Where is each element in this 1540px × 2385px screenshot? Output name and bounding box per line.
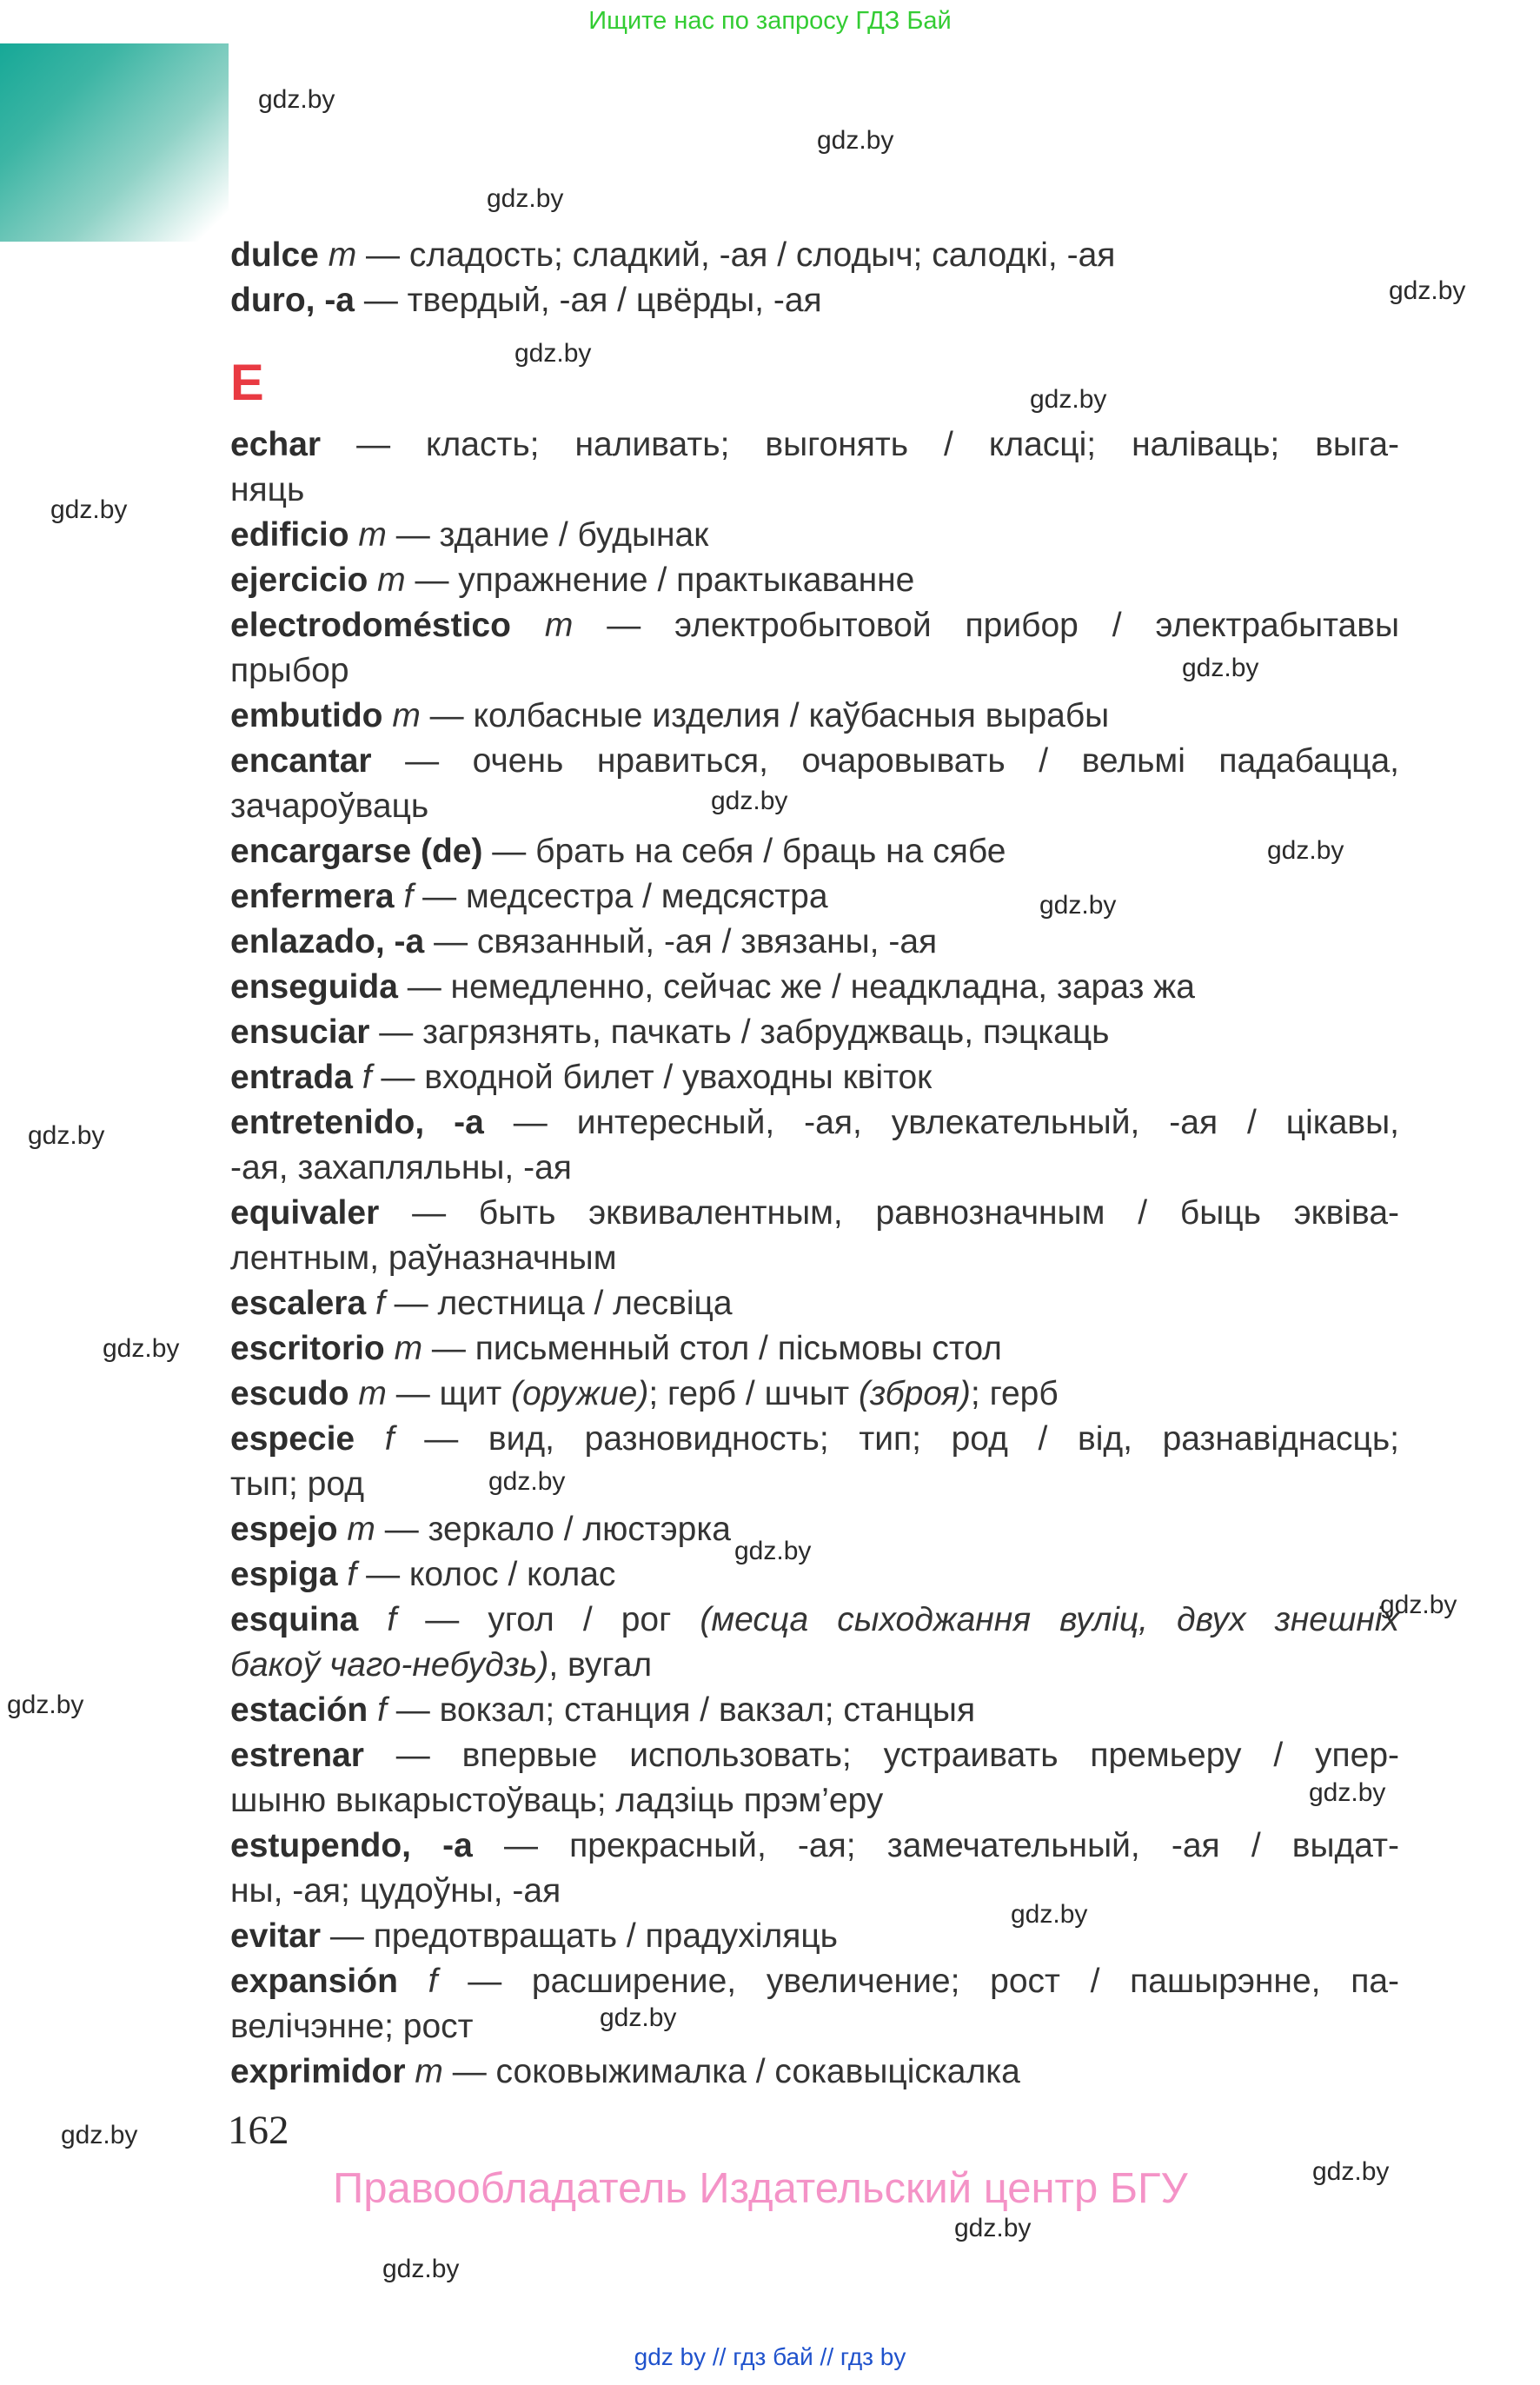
dictionary-entry-line: зачароўваць — [230, 787, 429, 825]
gdzby-watermark: gdz.by — [1039, 891, 1117, 920]
gdzby-watermark: gdz.by — [1309, 1778, 1386, 1807]
gdzby-watermark: gdz.by — [1389, 276, 1466, 305]
gdzby-watermark: gdz.by — [7, 1691, 84, 1719]
dictionary-entry-line: estupendo, -a — прекрасный, -ая; замечательный, -ая / выдат- — [230, 1827, 1399, 1864]
gdzby-watermark: gdz.by — [1011, 1900, 1088, 1929]
dictionary-entry-line: ejercicio m — упражнение / практыкаванне — [230, 561, 915, 599]
gdzby-watermark: gdz.by — [954, 2214, 1032, 2242]
dictionary-entry-line: няць — [230, 471, 305, 508]
gdzby-watermark: gdz.by — [50, 495, 128, 524]
dictionary-entry-line: expansión f — расширение, увеличение; рост / пашырэнне, па- — [230, 1963, 1399, 2000]
promo-banner: Ищите нас по запросу ГДЗ Бай — [588, 7, 952, 35]
dictionary-entry-line: escudo m — щит (оружие); герб / шчыт (зброя); герб — [230, 1375, 1059, 1412]
gdzby-watermark: gdz.by — [711, 787, 788, 815]
dictionary-entry-line: dulce m — сладость; сладкий, -ая / слодыч; салодкі, -ая — [230, 236, 1116, 274]
dictionary-entry-line: -ая, захапляльны, -ая — [230, 1149, 572, 1186]
dictionary-entry-line: espiga f — колос / колас — [230, 1556, 616, 1593]
dictionary-entry-line: ны, -ая; цудоўны, -ая — [230, 1872, 561, 1910]
dictionary-entry-line: equivaler — быть эквивалентным, равнозначным / быць эквіва- — [230, 1194, 1399, 1232]
gdzby-watermark: gdz.by — [28, 1121, 105, 1150]
section-letter: E — [230, 355, 264, 411]
gdzby-watermark: gdz.by — [488, 1467, 566, 1496]
gdzby-watermark: gdz.by — [514, 339, 592, 368]
gdzby-watermark: gdz.by — [600, 2003, 677, 2032]
dictionary-entry-line: прыбор — [230, 652, 349, 689]
dictionary-entry-line: edificio m — здание / будынак — [230, 516, 709, 554]
gdzby-watermark: gdz.by — [1030, 385, 1107, 414]
dictionary-entry-line: велічэнне; рост — [230, 2008, 474, 2045]
dictionary-entry-line: шыню выкарыстоўваць; ладзіць прэм’еру — [230, 1782, 884, 1819]
gdzby-watermark: gdz.by — [1380, 1591, 1457, 1619]
gdzby-watermark: gdz.by — [103, 1334, 180, 1363]
gdzby-watermark: gdz.by — [817, 126, 894, 155]
gdzby-watermark: gdz.by — [61, 2121, 138, 2149]
gdzby-watermark: gdz.by — [487, 184, 564, 213]
dictionary-entry-line: duro, -a — твердый, -ая / цвёрды, -ая — [230, 282, 822, 319]
gdzby-watermark: gdz.by — [1312, 2157, 1390, 2186]
dictionary-entry-line: enseguida — немедленно, сейчас же / неадкладна, зараз жа — [230, 968, 1195, 1006]
dictionary-entry-line: тып; род — [230, 1465, 364, 1503]
dictionary-entry-line: escalera f — лестница / лесвіца — [230, 1285, 733, 1322]
gdzby-watermark: gdz.by — [1267, 836, 1344, 865]
dictionary-list — [230, 233, 1399, 2095]
dictionary-entry-line: encantar — очень нравиться, очаровывать / вельмі падабацца, — [230, 742, 1399, 780]
gdzby-watermark: gdz.by — [258, 85, 335, 114]
dictionary-entry-line: entrada f — входной билет / уваходны квіток — [230, 1059, 933, 1096]
dictionary-entry-line: embutido m — колбасные изделия / каўбасныя вырабы — [230, 697, 1110, 734]
footer-links[interactable]: gdz by // гдз бай // гдз by — [634, 2343, 906, 2370]
dictionary-entry-line: encargarse (de) — брать на себя / браць на сябе — [230, 833, 1006, 870]
teal-gradient-block — [0, 43, 229, 242]
dictionary-entry-line: entretenido, -a — интересный, -ая, увлекательный, -ая / цікавы, — [230, 1104, 1399, 1141]
dictionary-entry-line: estación f — вокзал; станция / вакзал; станцыя — [230, 1691, 976, 1729]
gdzby-watermark: gdz.by — [734, 1537, 812, 1565]
dictionary-entry-line: evitar — предотвращать / прадухіляць — [230, 1917, 838, 1955]
dictionary-entry-line: echar — класть; наливать; выгонять / класці; наліваць; выга- — [230, 426, 1399, 463]
gdzby-watermark: gdz.by — [1182, 654, 1259, 682]
dictionary-entry-line: espejo m — зеркало / люстэрка — [230, 1511, 731, 1548]
page-number: 162 — [228, 2108, 289, 2153]
dictionary-entry-line: especie f — вид, разновидность; тип; род / від, разнавіднасць; — [230, 1420, 1400, 1458]
copyright-notice: Правообладатель Издательский центр БГУ — [333, 2165, 1188, 2212]
dictionary-entry-line: escritorio m — письменный стол / пісьмовы стол — [230, 1330, 1002, 1367]
dictionary-entry-line: ensuciar — загрязнять, пачкать / забруджваць, пэцкаць — [230, 1013, 1110, 1051]
dictionary-entry-line: esquina f — угол / рог (месца сыходжання вуліц, двух знешніх — [230, 1601, 1399, 1638]
dictionary-entry-line: enlazado, -a — связанный, -ая / звязаны, -ая — [230, 923, 938, 960]
dictionary-entry-line: enfermera f — медсестра / медсястра — [230, 878, 828, 915]
gdzby-watermark: gdz.by — [382, 2255, 460, 2283]
dictionary-entry-line: лентным, раўназначным — [230, 1239, 617, 1277]
dictionary-entry-line: electrodoméstico m — электробытовой прибор / электрабытавы — [230, 607, 1399, 644]
dictionary-entry-line: exprimidor m — соковыжималка / сокавыціскалка — [230, 2053, 1020, 2090]
dictionary-entry-line: estrenar — впервые использовать; устраивать премьеру / упер- — [230, 1737, 1399, 1774]
dictionary-entry-line: бакоў чаго-небудзь), вугал — [230, 1646, 653, 1684]
